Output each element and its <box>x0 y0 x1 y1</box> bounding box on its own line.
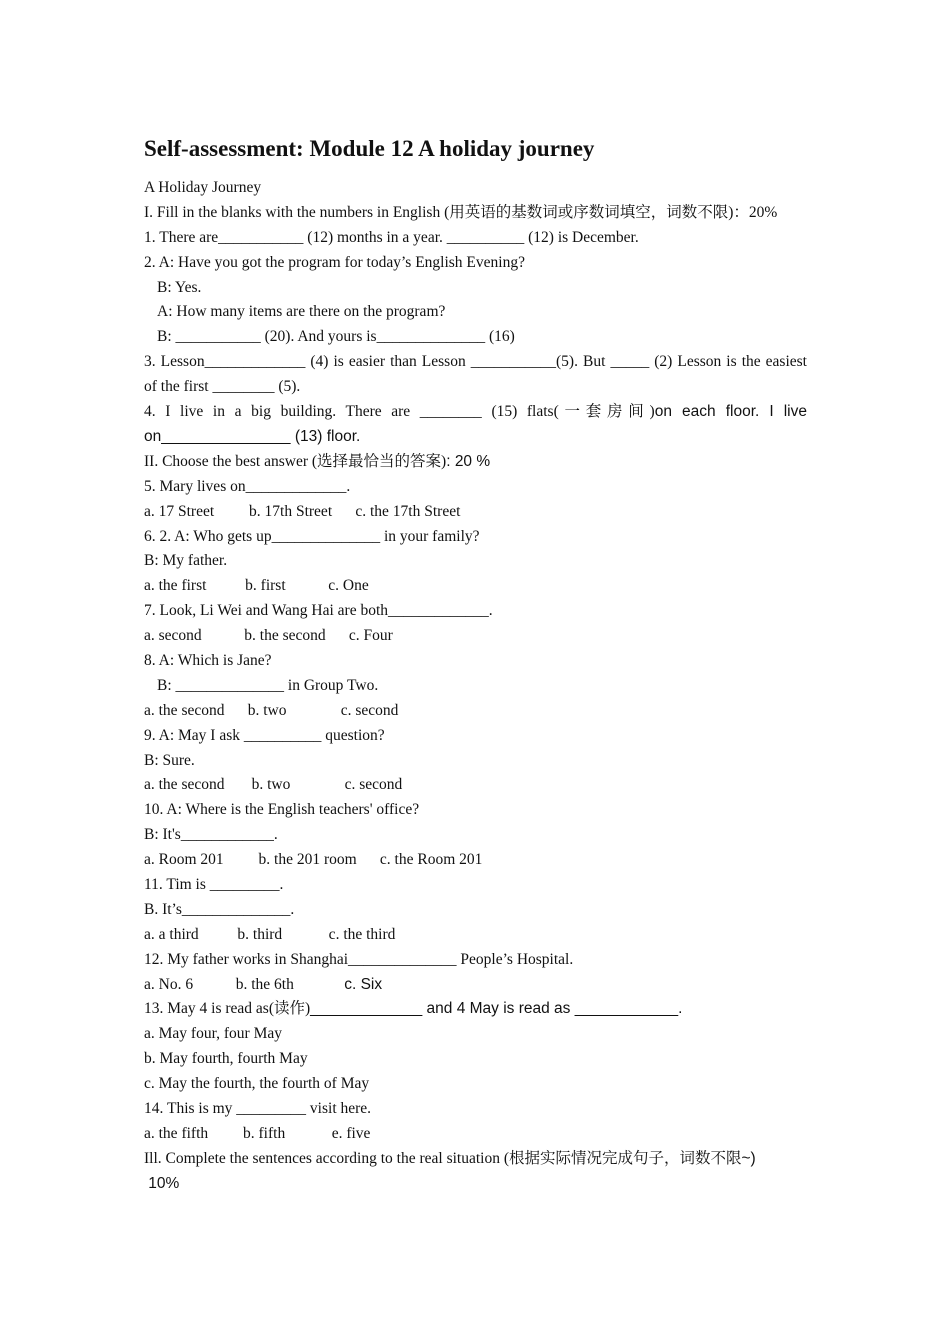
question-2-line-d: B: ___________ (20). And yours is______________ (16) <box>157 328 515 346</box>
question-3: 3. Lesson_____________ (4) is easier than Lesson ___________(5). But _____ (2) Lesson is the easiest of the first ________ (5). <box>144 353 807 396</box>
question-6-line-a: 6. 2. A: Who gets up______________ in your family? <box>144 527 480 545</box>
section-2-heading-text: II. Choose the best answer (选择最恰当的答案) <box>144 452 447 470</box>
section-2-heading <box>144 450 807 475</box>
question-13-text: 13. May 4 is read as(读作) <box>144 1000 311 1018</box>
question-11-options: a. a third b. third c. the third <box>144 925 396 943</box>
section-1-heading: I. Fill in the blanks with the numbers in English (用英语的基数词或序数词填空，词数不限)：20% <box>144 203 778 221</box>
question-13-option-a: a. May four, four May <box>144 1025 282 1043</box>
section-3-score: 10% <box>144 1174 180 1192</box>
document-page <box>144 134 807 1197</box>
question-2-line-b: B: Yes. <box>157 278 202 296</box>
question-7: 7. Look, Li Wei and Wang Hai are both_____________. <box>144 602 493 620</box>
subtitle: A Holiday Journey <box>144 179 262 196</box>
question-10-line-a: 10. A: Where is the English teachers' office? <box>144 801 420 819</box>
question-8-line-a: 8. A: Which is Jane? <box>144 652 272 669</box>
question-13-option-b: b. May fourth, fourth May <box>144 1050 308 1068</box>
question-12-options-text: a. No. 6 b. the 6th <box>144 975 345 993</box>
section-3-heading-text: Ill. Complete the sentences according to the real situation (根据实际情况完成句子，词数不限 <box>144 1149 742 1167</box>
question-2-line-c: A: How many items are there on the program? <box>157 303 446 321</box>
question-11-line-b: B. It’s______________. <box>144 900 295 918</box>
question-14: 14. This is my _________ visit here. <box>144 1100 372 1118</box>
question-13 <box>144 997 807 1022</box>
section-3-heading <box>144 1147 807 1172</box>
question-5: 5. Mary lives on_____________. <box>144 477 351 495</box>
question-9-line-a: 9. A: May I ask __________ question? <box>144 726 385 744</box>
question-9-options: a. the second b. two c. second <box>144 776 403 794</box>
question-4-text: 4. I live in a big building. There are ________ (15) flats(一套房间) <box>144 403 655 421</box>
question-5-options: a. 17 Street b. 17th Street c. the 17th Street <box>144 502 461 520</box>
question-4 <box>144 400 807 450</box>
question-14-options: a. the fifth b. fifth e. five <box>144 1124 371 1142</box>
question-8-line-b: B: ______________ in Group Two. <box>157 676 379 694</box>
question-8-options: a. the second b. two c. second <box>144 701 399 719</box>
question-1: 1. There are___________ (12) months in a year. __________ (12) is December. <box>144 228 639 246</box>
question-12-options <box>144 973 807 998</box>
section-2-heading-score: : 20 % <box>446 452 491 470</box>
question-7-options: a. second b. the second c. Four <box>144 627 393 645</box>
question-11-line-a: 11. Tim is _________. <box>144 876 284 894</box>
question-4-text-sans: on each floor. I live on_______________ (13) floor. <box>144 403 808 445</box>
question-10-options: a. Room 201 b. the 201 room c. the Room 201 <box>144 851 483 869</box>
question-2-line-a: 2. A: Have you got the program for today’s English Evening? <box>144 253 525 271</box>
question-10-line-b: B: It's____________. <box>144 826 278 844</box>
question-6-options: a. the first b. first c. One <box>144 577 369 595</box>
question-12-option-c: c. Six <box>344 975 383 993</box>
question-6-line-b: B: My father. <box>144 552 228 570</box>
question-13-option-c: c. May the fourth, the fourth of May <box>144 1075 370 1093</box>
page-title: Self-assessment: Module 12 A holiday journey <box>144 136 595 161</box>
question-12: 12. My father works in Shanghai______________ People’s Hospital. <box>144 950 574 968</box>
section-3-heading-tilde: ~) <box>741 1149 756 1167</box>
question-9-line-b: B: Sure. <box>144 751 195 769</box>
question-13-text-sans: _____________ and 4 May is read as ____________. <box>310 1000 683 1018</box>
